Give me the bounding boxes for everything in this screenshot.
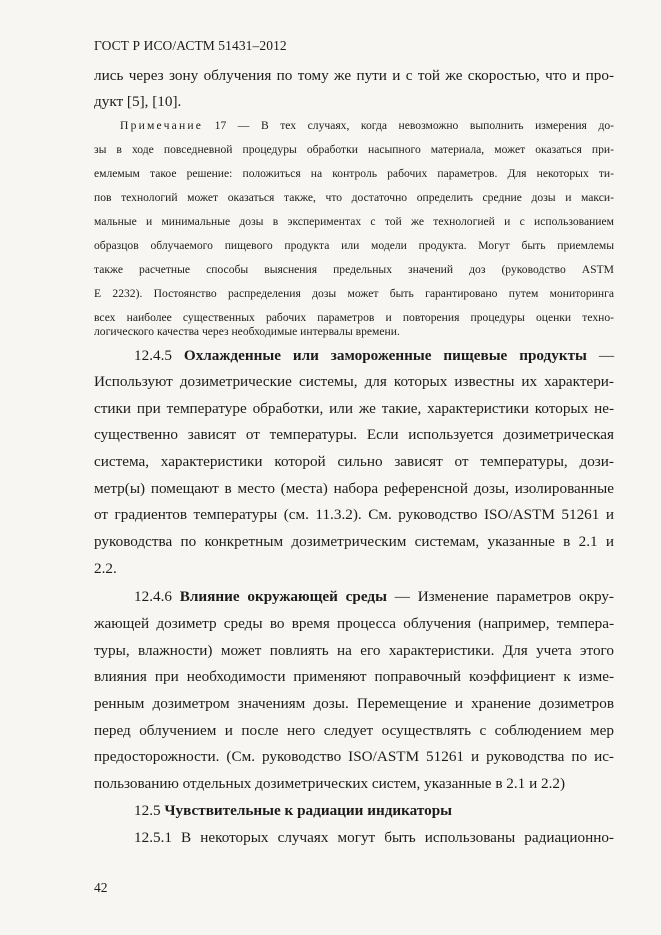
note-line: также расчетные способы выяснения предельных значений доз (руководство ASTM bbox=[94, 263, 614, 276]
text-line: существенно зависят от температуры. Если используется дозиметрическая bbox=[94, 426, 614, 443]
text-line: 2.2. bbox=[94, 560, 117, 577]
document-header: ГОСТ Р ИСО/АСТМ 51431–2012 bbox=[94, 38, 287, 53]
section-number: 12.5 bbox=[134, 802, 161, 819]
section-12-5-1-line: 12.5.1 В некоторых случаях могут быть использованы радиационно- bbox=[134, 829, 614, 846]
note-line: логического качества через необходимые интервалы времени. bbox=[94, 325, 400, 338]
text-line: влияния при необходимости применяют поправочный коэффициент к изме- bbox=[94, 668, 614, 685]
text-line: предосторожности. (См. руководство ISO/ASTM 51261 и руководства по ис- bbox=[94, 748, 614, 765]
text-line: метр(ы) помещают в место (места) набора референсной дозы, изолированные bbox=[94, 480, 614, 497]
text-line: от градиентов температуры (см. 11.3.2). См. руководство ISO/ASTM 51261 и bbox=[94, 506, 614, 523]
text-line: Используют дозиметрические системы, для которых известны их характери- bbox=[94, 373, 614, 390]
section-title: Чувствительные к радиации индикаторы bbox=[164, 802, 453, 819]
note-line: зы в ходе повседневной процедуры обработки насыпного материала, может оказаться при- bbox=[94, 143, 614, 156]
note-line: E 2232). Постоянство распределения дозы может быть гарантировано путем мониторинга bbox=[94, 287, 614, 300]
note-line: всех наиболее существенных рабочих параметров и повторения процедуры оценки техно- bbox=[94, 311, 614, 324]
text-line: лись через зону облучения по тому же пути и с той же скоростью, что и про- bbox=[94, 67, 614, 84]
note-line: мальные и минимальные дозы в экспериментах с той же технологией и с использованием bbox=[94, 215, 614, 228]
section-12-5-heading bbox=[134, 802, 614, 820]
note-line: пов технологий может оказаться также, что достаточно определить средние дозы и макси- bbox=[94, 191, 614, 204]
note-line: емлемым такое решение: положиться на контроль рабочих параметров. Для некоторых ти- bbox=[94, 167, 614, 180]
text-line: стики при температуре обработки, или же такие, характеристики которых не- bbox=[94, 400, 614, 417]
note-text: В тех случаях, когда невозможно выполнить измерения до- bbox=[260, 119, 614, 132]
text-line: руководства по конкретным дозиметрическим системам, указанные в 2.1 и bbox=[94, 533, 614, 550]
section-text: — Изменение параметров окру- bbox=[386, 588, 614, 605]
text-line: туры, влажности) может повлиять на его характеристики. Для учета этого bbox=[94, 642, 614, 659]
text-line: дукт [5], [10]. bbox=[94, 93, 182, 110]
section-12-4-6-heading bbox=[134, 588, 614, 606]
note-line: образцов облучаемого пищевого продукта или модели продукта. Могут быть приемлемы bbox=[94, 239, 614, 252]
note-number: 17 — bbox=[203, 119, 261, 132]
text-line: ренным дозиметром значениям дозы. Перемещение и хранение дозиметров bbox=[94, 695, 614, 712]
text-line: перед облучением и после него следует осуществлять с соблюдением мер bbox=[94, 722, 614, 739]
section-number: 12.4.6 bbox=[134, 588, 172, 605]
section-dash: — bbox=[586, 347, 614, 364]
section-number: 12.4.5 bbox=[134, 347, 172, 364]
note-label: Примечание bbox=[120, 119, 204, 132]
section-12-4-5-heading bbox=[134, 347, 614, 365]
text-line: пользованию отдельных дозиметрических систем, указанные в 2.1 и 2.2) bbox=[94, 775, 566, 792]
section-title: Охлажденные или замороженные пищевые продукты bbox=[183, 347, 587, 364]
page-number: 42 bbox=[94, 880, 108, 895]
text-line: система, характеристики которой сильно зависят от температуры, дози- bbox=[94, 453, 614, 470]
note-first-line bbox=[120, 119, 614, 132]
text-line: жающей дозиметр среды во время процесса облучения (например, темпера- bbox=[94, 615, 614, 632]
section-title: Влияние окружающей среды bbox=[179, 588, 387, 605]
